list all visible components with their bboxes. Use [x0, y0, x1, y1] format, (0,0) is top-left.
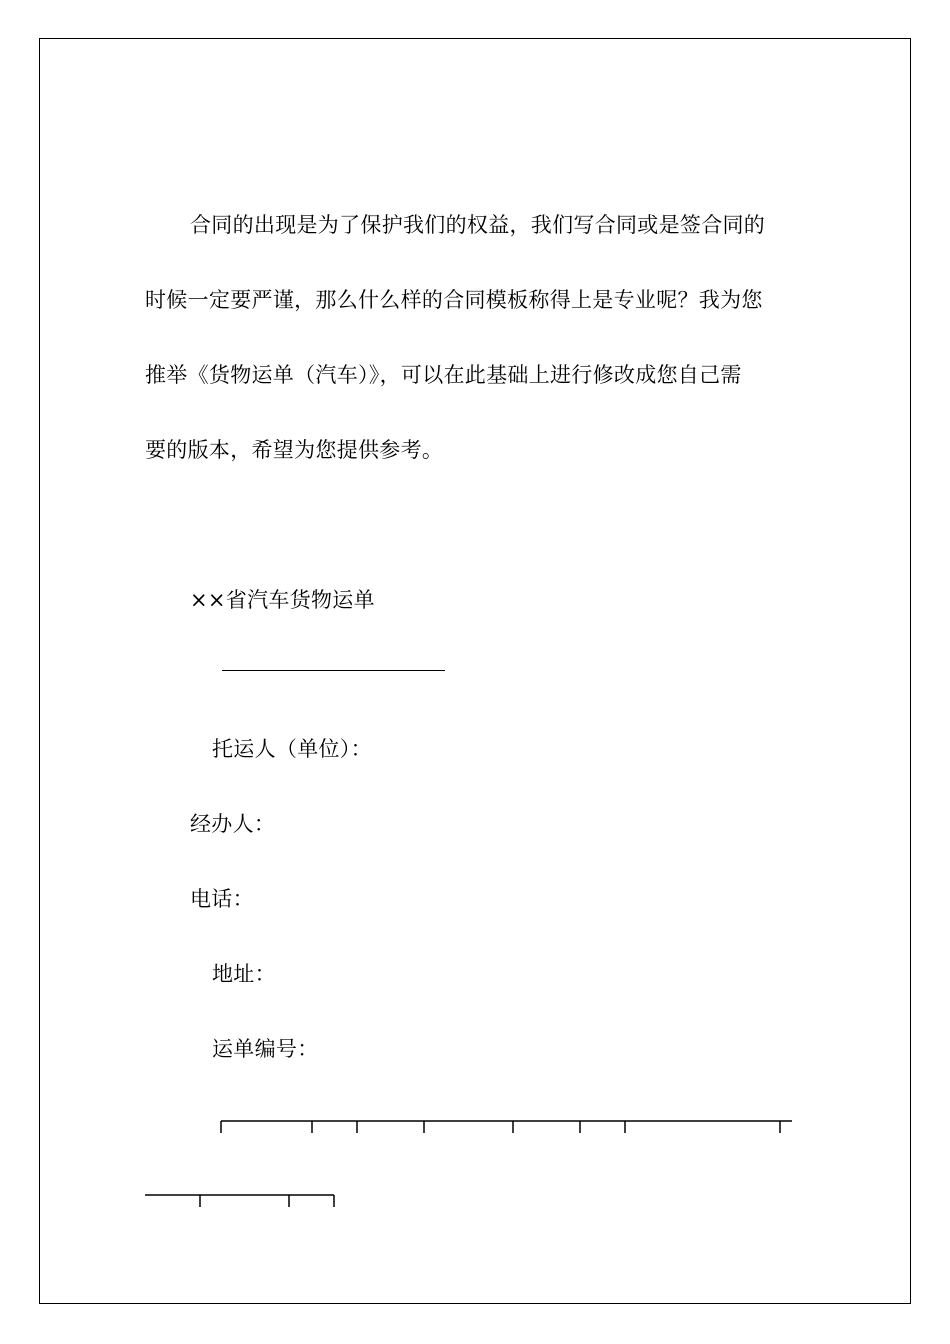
- address-label: 地址：: [212, 962, 276, 986]
- form-title: ××省汽车货物运单: [190, 588, 375, 612]
- intro-line-2: 时候一定要严谨，那么什么样的合同模板称得上是专业呢？我为您: [145, 288, 763, 312]
- intro-line-3: 推举《货物运单（汽车）》，可以在此基础上进行修改成您自己需: [145, 363, 742, 387]
- handler-label: 经办人：: [190, 812, 276, 836]
- shipper-label: 托运人（单位）：: [212, 737, 372, 761]
- intro-line-1: 合同的出现是为了保护我们的权益，我们写合同或是签合同的: [190, 213, 766, 237]
- intro-line-4: 要的版本，希望为您提供参考。: [145, 438, 444, 462]
- phone-label: 电话：: [190, 887, 254, 911]
- waybill-number-label: 运单编号：: [212, 1037, 319, 1061]
